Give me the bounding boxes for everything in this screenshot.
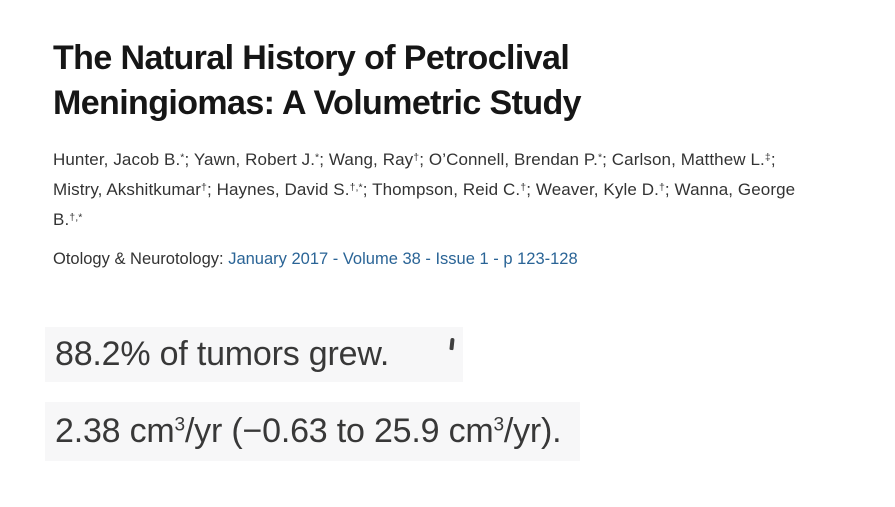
text-run: ; (770, 150, 776, 169)
issue-citation-link[interactable]: January 2017 - Volume 38 - Issue 1 - p 123-128 (228, 250, 578, 268)
text-run: /yr (−0.63 to 25.9 cm (184, 412, 494, 450)
author-line (53, 205, 835, 235)
highlighted-excerpt-growth (45, 327, 463, 382)
text-run: ; Wanna, George (664, 180, 796, 199)
text-run: 88.2% of tumors grew. (55, 335, 390, 373)
text-run: Hunter, Jacob B. (53, 150, 181, 169)
article-title (53, 36, 835, 126)
article-title-line-1: The Natural History of Petroclival (53, 39, 570, 77)
text-run: ; Haynes, David S. (206, 180, 350, 199)
superscript-marker: * (315, 151, 320, 164)
article-title-line-2: Meningiomas: A Volumetric Study (53, 84, 581, 122)
superscript-marker: * (597, 151, 603, 164)
journal-citation-line (53, 249, 835, 269)
highlighted-excerpt-growth-rate (45, 402, 580, 461)
text-run: ; Carlson, Matthew L. (602, 150, 765, 169)
superscript-marker: † (520, 181, 527, 194)
text-run: ; Thompson, Reid C. (362, 180, 521, 199)
superscript-marker: † (413, 151, 420, 164)
superscript-marker: †,* (69, 211, 83, 224)
text-run: ; Yawn, Robert J. (184, 150, 316, 169)
superscript-marker: † (658, 181, 665, 194)
superscript-marker: 3 (174, 414, 185, 436)
text-run: /yr). (503, 412, 562, 450)
author-list (53, 145, 835, 235)
journal-name: Otology & Neurotology: (53, 250, 229, 268)
superscript-marker: 3 (493, 414, 504, 436)
superscript-marker: ‡ (764, 151, 771, 164)
author-line (53, 145, 835, 175)
text-run: 2.38 cm (55, 412, 175, 450)
text-run: ; Weaver, Kyle D. (526, 180, 659, 199)
superscript-marker: † (201, 181, 207, 194)
clipped-character-fragment (449, 338, 454, 350)
superscript-marker: †,* (349, 181, 363, 194)
text-run: B. (53, 210, 70, 229)
text-run: ; Wang, Ray (319, 150, 414, 169)
text-run: Mistry, Akshitkumar (53, 180, 201, 199)
author-line (53, 175, 835, 205)
text-run: ; O’Connell, Brendan P. (419, 150, 598, 169)
superscript-marker: * (180, 151, 185, 164)
